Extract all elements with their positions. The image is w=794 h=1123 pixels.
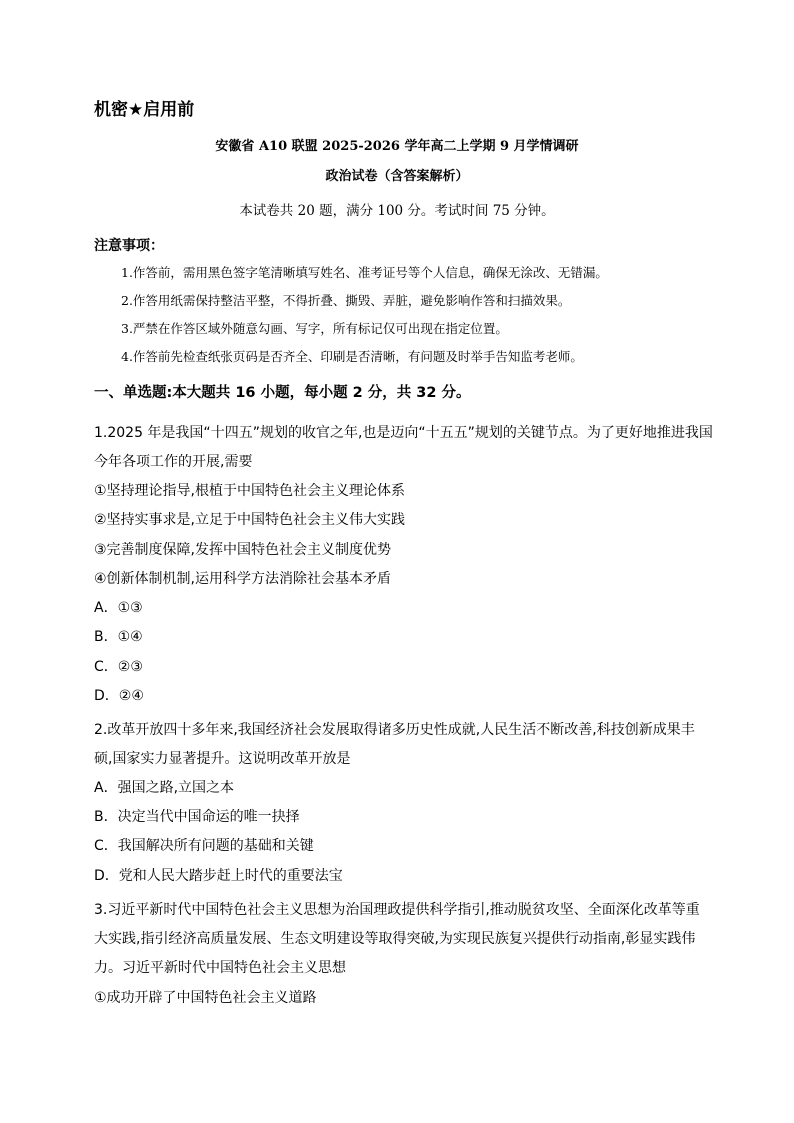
question-1-statement: ①坚持理论指导,根植于中国特色社会主义理论体系 — [94, 483, 405, 499]
question-3-statement: ①成功开辟了中国特色社会主义道路 — [94, 990, 317, 1006]
question-1-option-c: C．②③ — [94, 659, 143, 675]
exam-title-line1: 安徽省 A10 联盟 2025-2026 学年高二上学期 9 月学情调研 — [215, 139, 579, 154]
confidential-mark: 机密★启用前 — [94, 100, 195, 120]
question-1-statement: ③完善制度保障,发挥中国特色社会主义制度优势 — [94, 542, 391, 558]
question-1-option-b: B．①④ — [94, 629, 143, 645]
question-1-stem: 今年各项工作的开展,需要 — [94, 454, 253, 470]
notice-item: 2.作答用纸需保持整洁平整，不得折叠、撕毁、弄脏，避免影响作答和扫描效果。 — [121, 293, 571, 308]
question-2-option-b: B．决定当代中国命运的唯一抉择 — [94, 809, 300, 825]
question-2-stem: 2.改革开放四十多年来,我国经济社会发展取得诸多历史性成就,人民生活不断改善,科技创新成果丰 — [94, 722, 695, 738]
question-3-stem: 力。习近平新时代中国特色社会主义思想 — [94, 960, 346, 976]
question-1-option-a: A．①③ — [94, 600, 143, 616]
question-2-option-c: C．我国解决所有问题的基础和关键 — [94, 838, 314, 854]
question-3-stem: 3.习近平新时代中国特色社会主义思想为治国理政提供科学指引,推动脱贫攻坚、全面深化改革等重 — [94, 902, 700, 918]
question-1-statement: ②坚持实事求是,立足于中国特色社会主义伟大实践 — [94, 512, 405, 528]
question-3-stem: 大实践,指引经济高质量发展、生态文明建设等取得突破,为实现民族复兴提供行动指南,彰显实践伟 — [94, 931, 696, 947]
question-1-option-d: D．②④ — [94, 688, 144, 704]
question-2-stem: 硕,国家实力显著提升。这说明改革开放是 — [94, 751, 351, 767]
notice-item: 3.严禁在作答区域外随意勾画、写字，所有标记仅可出现在指定位置。 — [121, 321, 508, 336]
question-2-option-d: D．党和人民大踏步赶上时代的重要法宝 — [94, 868, 343, 884]
notice-item: 1.作答前，需用黑色签字笔清晰填写姓名、准考证号等个人信息，确保无涂改、无错漏。 — [121, 265, 608, 280]
exam-info: 本试卷共 20 题，满分 100 分。考试时间 75 分钟。 — [239, 203, 555, 219]
question-2-option-a: A．强国之路,立国之本 — [94, 780, 235, 796]
question-1-statement: ④创新体制机制,运用科学方法消除社会基本矛盾 — [94, 571, 391, 587]
section-heading: 一、单选题:本大题共 16 小题，每小题 2 分，共 32 分。 — [94, 385, 471, 401]
notice-item: 4.作答前先检查纸张页码是否齐全、印刷是否清晰，有问题及时举手告知监考老师。 — [121, 349, 583, 364]
question-1-stem: 1.2025 年是我国“十四五”规划的收官之年,也是迈向“十五五”规划的关键节点。为了更好地推进我国 — [94, 425, 713, 441]
notice-heading: 注意事项： — [94, 238, 164, 254]
exam-title-line2: 政治试卷（含答案解析） — [325, 169, 469, 184]
